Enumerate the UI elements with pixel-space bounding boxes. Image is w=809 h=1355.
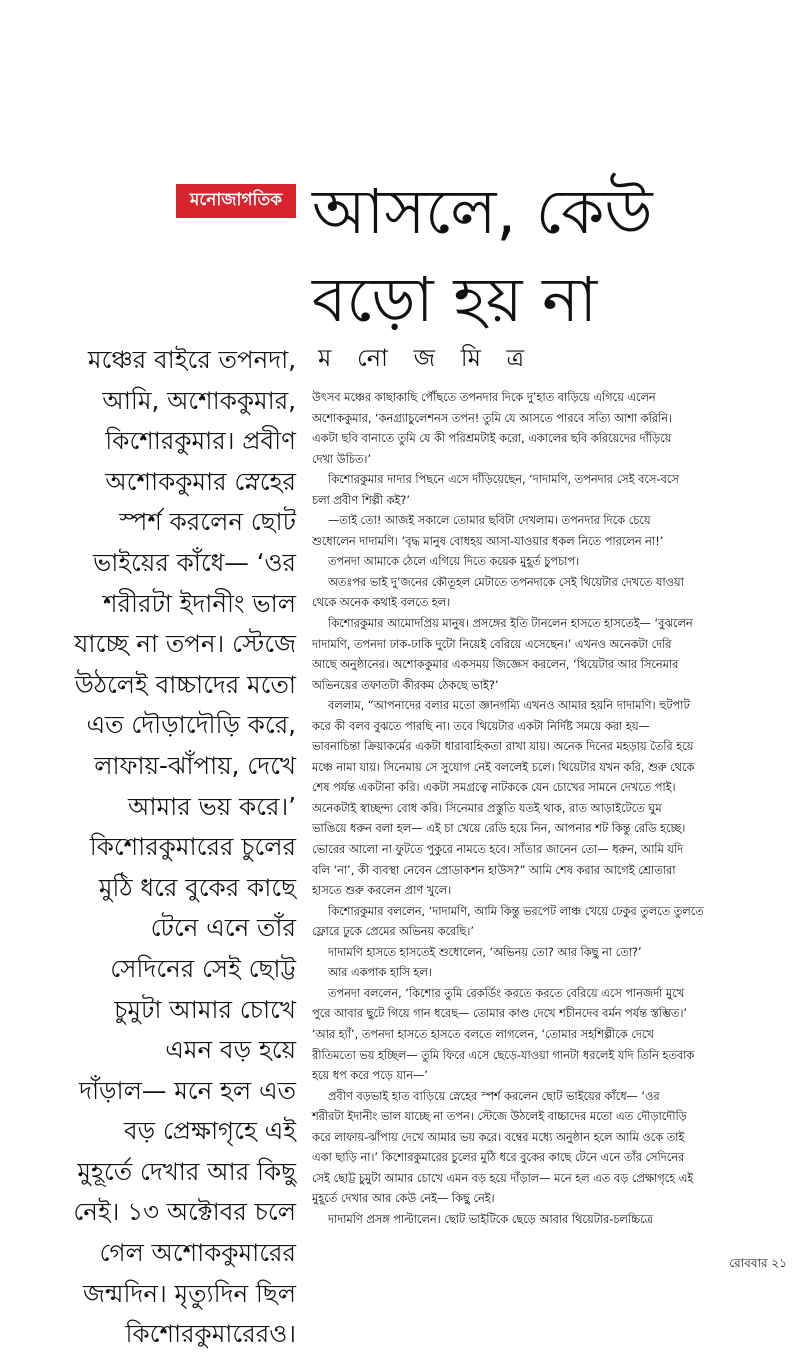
pull-quote-line: জন্মদিন। মৃত্যুদিন ছিল — [82, 1278, 296, 1308]
article-line: করে লাফায়-ঝাঁপায় দেখে আমার ভয় করে। বম্বের মধ্যে অনুষ্ঠান হলে আমি ওকে তাই — [312, 1130, 685, 1144]
article-paragraph — [312, 943, 794, 964]
article-line: রীতিমতো ভয় হচ্ছিল— তুমি ফিরে এসে ছেড়ে-যাওয়া গানটা ধরলেই যদি তিনি হতবাক — [312, 1048, 695, 1062]
article-line: একা ছাড়ি না।’ কিশোরকুমারের চুলের মুঠি ধরে বুকের কাছে টেনে এনে তাঁর সেদিনের — [312, 1151, 685, 1165]
pull-quote-line: লাফায়-ঝাঁপায়, দেখে — [94, 750, 296, 780]
pull-quote-line: উঠলেই বাচ্চাদের মতো — [74, 669, 296, 699]
article-line: দেখা উচিত।’ — [312, 452, 372, 466]
article-line: অশোককুমার, ‘কনগ্র্যাচুলেশনস তপন! তুমি যে আসতে পারবে সত্যি আশা করিনি। — [312, 411, 673, 425]
article-line: হাসতে শুরু করলেন প্রাণ খুলে। — [312, 884, 452, 898]
article-line: বললাম, “আপনাদের বলার মতো জ্ঞানগম্যি এখনও আমার হয়নি দাদামণি। হুটপাট — [328, 699, 690, 713]
pull-quote-line: এমন বড় হয়ে — [165, 1035, 296, 1065]
article-line: থেকে অনেক কথাই বলতে হল। — [312, 596, 451, 610]
pull-quote-line: গেল অশোককুমারের — [99, 1238, 296, 1268]
pull-quote-line: মুহূর্তে দেখার আর কিছু — [77, 1156, 296, 1186]
article-line: দাদামণি প্রসঙ্গ পাল্টালেন। ছোট ভাইটিকে ছেড়ে আবার থিয়েটার-চলচ্চিত্রে — [328, 1212, 653, 1226]
pull-quote-line: নেই। ১৩ অক্টোবর চলে — [73, 1197, 296, 1227]
article-line: শুধোলেন দাদামণি। ‘বৃদ্ধ মানুষ বোধহয় আসা-যাওয়ার ধকল নিতে পারলেন না!’ — [312, 534, 664, 548]
article-line: তপনদা বললেন, ‘কিশোর তুমি রেকর্ডিং করতে করতে বেরিয়ে এসে পানজর্দা মুখে — [328, 986, 685, 1000]
section-tag: মনোজাগতিক — [176, 184, 296, 218]
article-line: একটা ছবি বানাতে তুমি যে কী পরিশ্রমটাই করো, একালের ছবি করিয়েদের দাঁড়িয়ে — [312, 432, 672, 446]
headline — [312, 168, 792, 344]
pull-quote-line: টেনে এনে তাঁর — [150, 913, 296, 943]
article-line: মঞ্চে নামা যায়। সিনেমায় সে সুযোগ নেই বললেই চলে। থিয়েটার যখন করি, শুরু থেকে — [312, 760, 695, 774]
pull-quote-line: মঞ্চের বাইরে তপনদা, — [87, 345, 296, 374]
article-paragraph — [312, 963, 794, 984]
article-paragraph — [312, 573, 794, 614]
article-body — [312, 388, 794, 1230]
page-footer: রোববার ২১ — [729, 1256, 787, 1270]
article-line: শেষ পর্যন্ত একটানা করি। একটা সমগ্রত্বে নাটককে যেন চোখের সামনে দেখতে পাই। — [312, 781, 676, 795]
article-line: —তাই তো! আজই সকালে তোমার ছবিটা দেখলাম। তপনদার দিকে চেয়ে — [328, 514, 651, 528]
headline-line: বড়ো হয় না — [312, 263, 598, 336]
article-line: কিশোরকুমার বললেন, ‘দাদামণি, আমি কিন্তু ভরপেট লাঞ্চ খেয়ে ঢেকুর তুলতে তুলতে — [328, 904, 704, 918]
article-line: ভাবনাচিন্তা ক্রিয়াকর্মের একটা ধারাবাহিকতা রাখা যায়। অনেক দিনের মহড়ায় তৈরি হয়ে — [312, 740, 694, 754]
article-line: চলা প্রবীণ শিল্পী কই?’ — [312, 493, 410, 507]
pull-quote-line: ভাইয়ের কাঁধে— ‘ওর — [92, 547, 296, 577]
pull-quote-line: আমার ভয় করে।’ — [127, 791, 296, 821]
article-paragraph — [312, 902, 794, 943]
article-line: ভোরের আলো না ফুটতে পুকুরে নামতে হবে। সাঁতার জানেন তো— ধরুন, আমি যদি — [312, 843, 684, 857]
pull-quote — [60, 340, 296, 1355]
article-paragraph — [312, 696, 794, 901]
pull-quote-line: আমি, অশোককুমার, — [102, 385, 296, 415]
pull-quote-line: কিশোরকুমার। প্রবীণ — [105, 426, 296, 456]
byline: ম নো জ মি ত্র — [318, 344, 534, 372]
article-line: অভিনয়ের তফাতটা কীরকম ঠেকছে ভাই?’ — [312, 678, 499, 692]
pull-quote-line: বড় প্রেক্ষাগৃহে এই — [123, 1116, 296, 1146]
pull-quote-line: দাঁড়াল— মনে হল এত — [79, 1075, 296, 1105]
article-line: কিশোরকুমার আমোদপ্রিয় মানুষ। প্রসঙ্গের ইতি টানলেন হাসতে হাসতেই— ‘বুঝলেন — [328, 617, 693, 631]
article-line: তপনদা আমাকে ঠেলে এগিয়ে দিতে কয়েক মুহূর্ত চুপচাপ। — [328, 555, 580, 569]
pull-quote-line: এত দৌড়াদৌড়ি করে, — [86, 710, 296, 740]
article-line: ফ্লোরে ঢুকে প্রেমের অভিনয় করেছি।’ — [312, 925, 474, 939]
pull-quote-line: শরীরটা ইদানীং ভাল — [102, 588, 296, 618]
article-line: ‘আর হ্যাঁ’, তপনদা হাসতে হাসতে বলতে লাগলেন, ‘তোমার সহশিল্পীকে দেখে — [312, 1027, 654, 1041]
article-line: করে কী বলব বুঝতে পারছি না। তবে থিয়েটার একটা নির্দিষ্ট সময়ে করা হয়— — [312, 719, 650, 733]
headline-line: আসলে, কেউ — [312, 175, 653, 248]
article-line: শরীরটা ইদানীং ভাল যাচ্ছে না তপন। স্টেজে উঠলেই বাচ্চাদের মতো এত দৌড়াদৌড়ি — [312, 1110, 687, 1124]
article-paragraph — [312, 511, 794, 552]
article-line: দাদামণি, তপনদা ঢাক-ঢাকি দুটো নিয়েই বেরিয়ে এসেছেন।’ এখনও অনেকটা দেরি — [312, 637, 672, 651]
article-line: আর একপাক হাসি হল। — [328, 966, 432, 980]
article-paragraph — [312, 614, 794, 696]
article-line: পুরে আবার ছুটে গিয়ে গান ধরেছ— তোমার কাণ্ড দেখে শচীনদেব বর্মন পর্যন্ত স্তম্ভিত।’ — [312, 1007, 687, 1021]
article-line: সেই ছোট্ট চুমুটা আমার চোখে এমন বড় হয়ে দাঁড়াল— মনে হল এত বড় প্রেক্ষাগৃহে এই — [312, 1171, 694, 1185]
pull-quote-line: সেদিনের সেই ছোট্ট — [110, 953, 296, 983]
article-line: অনেকটাই স্বাচ্ছন্দ্য বোধ করি। সিনেমার প্রস্তুতি যতই থাক, রাত আড়াইটেতে ঘুম — [312, 801, 662, 815]
article-line: হয়ে ধপ করে পড়ে যান—’ — [312, 1069, 428, 1083]
pull-quote-line: চুমুটা আমার চোখে — [114, 994, 296, 1024]
article-paragraph — [312, 552, 794, 573]
pull-quote-line: স্পর্শ করলেন ছোট — [119, 507, 296, 537]
article-line: প্রবীণ বড়ভাই হাত বাড়িয়ে স্নেহের স্পর্শ করলেন ছোট ভাইয়ের কাঁধে— ‘ওর — [328, 1089, 660, 1103]
article-line: দাদামণি হাসতে হাসতেই শুধোলেন, ‘অভিনয় তো? আর কিছু না তো?’ — [328, 945, 642, 959]
article-line: কিশোরকুমার দাদার পিছনে এসে দাঁড়িয়েছেন, ‘দাদামণি, তপনদার সেই বসে-বসে — [328, 473, 679, 487]
pull-quote-line: কিশোরকুমারেরও। — [125, 1319, 296, 1349]
article-line: অতঃপর ভাই দু’জনের কৌতূহল মেটাতে তপনদাকে সেই থিয়েটার দেখতে যাওয়া — [328, 575, 684, 589]
article-paragraph — [312, 1087, 794, 1210]
pull-quote-line: যাচ্ছে না তপন। স্টেজে — [74, 629, 296, 659]
article-paragraph — [312, 1210, 794, 1231]
pull-quote-line: মুঠি ধরে বুকের কাছে — [98, 872, 296, 902]
article-line: উৎসব মঞ্চের কাছাকাছি পৌঁছতে তপনদার দিকে দু’হাত বাড়িয়ে এগিয়ে এলেন — [312, 391, 656, 404]
article-paragraph — [312, 984, 794, 1087]
pull-quote-line: কিশোরকুমারের চুলের — [89, 832, 296, 862]
article-paragraph — [312, 388, 794, 470]
article-line: আছে অনুষ্ঠানের। অশোককুমার একসময় জিজ্ঞেস করলেন, ‘থিয়েটার আর সিনেমার — [312, 658, 679, 672]
article-paragraph — [312, 470, 794, 511]
article-line: বলি ‘না’, কী ব্যবস্থা নেবেন প্রোডাকশন হাউস?” আমি শেষ করার আগেই শ্রোতারা — [312, 863, 676, 877]
pull-quote-line: অশোককুমার স্নেহের — [105, 466, 296, 496]
article-line: মুহূর্তে দেখার আর কেউ নেই— কিছু নেই। — [312, 1192, 495, 1206]
article-line: ভাঙিয়ে ধরুন বলা হল— এই চা খেয়ে রেডি হয়ে নিন, আপনার শট কিন্তু রেডি হচ্ছে। — [312, 822, 686, 836]
